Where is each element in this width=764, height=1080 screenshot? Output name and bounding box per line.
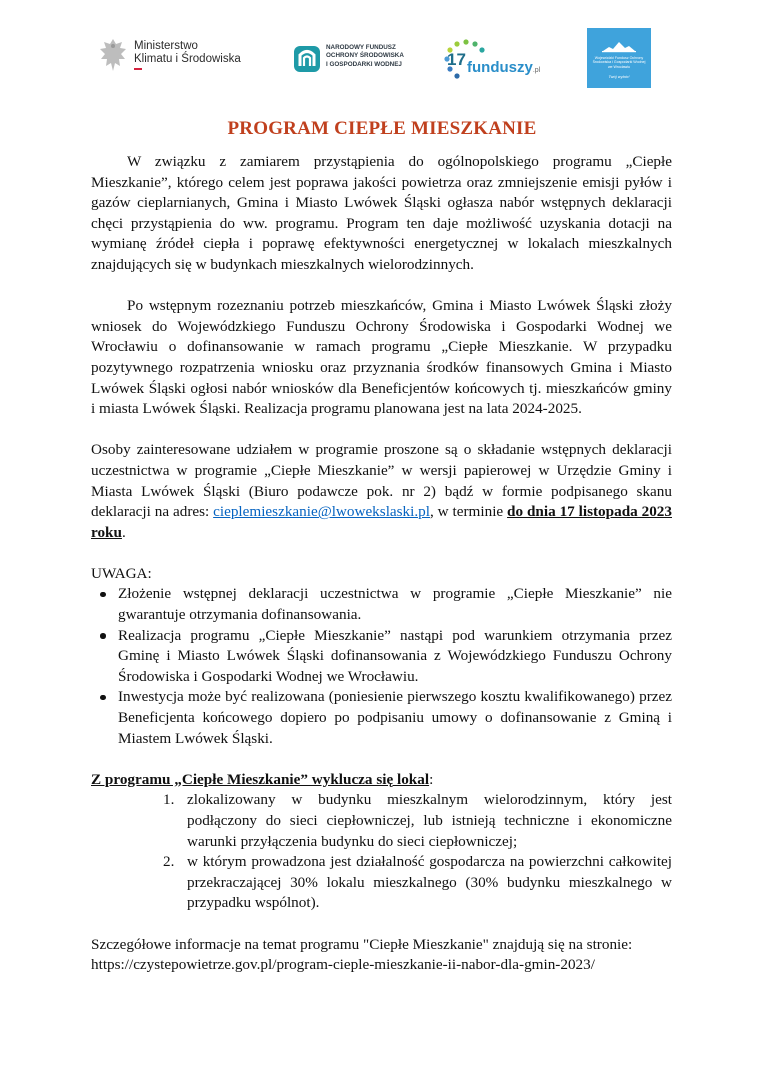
list-item <box>91 790 672 852</box>
funduszy-suffix: .pl <box>532 67 541 74</box>
exclusions-heading-colon: : <box>429 770 434 788</box>
bullet-icon <box>100 695 106 701</box>
paragraph-intro: W związku z zamiarem przystąpienia do ogólnopolskiego programu „Ciepłe Mieszkanie”, którego celem jest poprawa jakości powietrza oraz zmniejszenie emisji pyłów i gazów cieplarnianych, Gmina i Miasto Lwówek Śląski ogłasza nabór wstępnych deklaracji chęci przystąpienia do ww. programu. Program ten daje możliwość uzyskania dotacji na wymianę źródeł ciepła i poprawę efektywności energetycznej w lokalach mieszkalnych znajdujących się w budynkach mieszkalnych wielorodzinnych. <box>91 153 672 273</box>
ministry-name-line2: Klimatu i Środowiska <box>134 53 241 65</box>
exclusions-heading <box>91 770 672 791</box>
deadline-text: do dnia 17 listopada 2023 roku <box>91 503 672 541</box>
list-item-number: 2. <box>163 853 175 871</box>
bullet-icon <box>100 592 106 598</box>
list-item <box>91 687 672 749</box>
paragraph-application: Po wstępnym rozeznaniu potrzeb mieszkańców, Gmina i Miasto Lwówek Śląski złoży wniosek do Wojewódzkiego Funduszu Ochrony Środowiska i Gospodarki Wodnej we Wrocławiu o dofinansowanie w ramach programu „Ciepłe Mieszkanie. W przypadku pozytywnego rozpatrzenia wniosku oraz przyznania środków finansowych Gmina i Miasto Lwówek Śląski ogłosi nabór wniosków dla Beneficjentów końcowych tj. mieszkańców gminy i miasta Lwówek Śląski. Realizacja programu planowana jest na lata 2024-2025. <box>91 297 672 418</box>
spacer <box>91 276 672 297</box>
list-item-text: Złożenie wstępnej deklaracji uczestnictwa w programie „Ciepłe Mieszkanie” nie gwarantuje otrzymania dofinansowania. <box>118 585 672 624</box>
nfosigw-line1: NARODOWY FUNDUSZ <box>326 44 396 51</box>
list-item-text: Realizacja programu „Ciepłe Mieszkanie” nastąpi pod warunkiem otrzymania przez Gminę i Miasto Lwówek Śląski dofinansowania z Wojewódzkiego Funduszu Ochrony Środowiska i Gospodarki Wodnej we Wrocławiu. <box>118 626 672 685</box>
nfosigw-logo <box>292 40 412 80</box>
nfosigw-line2: OCHRONY ŚRODOWISKA <box>326 52 404 60</box>
list-item-text: Inwestycja może być realizowana (poniesienie pierwszego kosztu kwalifikowanego) przez Beneficjenta końcowego dopiero po podpisaniu umowy o dofinansowanie z Gminą i Miastem Lwówek Śląski. <box>118 688 672 747</box>
funduszy-logo <box>444 38 540 82</box>
ministry-name-line1: Ministerstwo <box>134 40 198 52</box>
paragraph-declarations <box>91 440 672 543</box>
nfosigw-line3: I GOSPODARKI WODNEJ <box>326 60 402 68</box>
list-item <box>91 626 672 688</box>
funduszy-number: 17 <box>447 50 466 69</box>
ministry-logo <box>98 34 248 80</box>
ministry-accent-bar <box>134 68 142 70</box>
footer-info: Szczegółowe informacje na temat programu "Ciepłe Mieszkanie" znajdują się na stronie: <box>91 935 633 953</box>
spacer <box>91 914 672 935</box>
list-item-text: w którym prowadzona jest działalność gospodarcza na powierzchni całkowitej przekraczającej 30% lokalu mieszkalnego (30% budynku mieszkalnego w przypadku wspólnot). <box>187 853 672 912</box>
declarations-text-middle: , w terminie <box>430 503 508 521</box>
nfosigw-mark-icon <box>292 44 322 74</box>
list-item-number: 1. <box>163 791 175 809</box>
spacer <box>91 420 672 441</box>
warning-list <box>91 584 672 749</box>
ministry-name <box>134 40 241 66</box>
program-url[interactable]: https://czystepowietrze.gov.pl/program-cieple-mieszkanie-ii-nabor-dla-gmin-2023/ <box>91 956 595 974</box>
house-skyline-icon <box>601 39 637 53</box>
list-item <box>91 584 672 625</box>
bullet-icon <box>100 633 106 639</box>
nfosigw-name <box>326 44 404 69</box>
declarations-text: Osoby zainteresowane udziałem w programie proszone są o składanie wstępnych deklaracji uczestnictwa w programie „Ciepłe Mieszkanie” w wersji papierowej w Urzędzie Gminy i Miasta Lwówek Śląski (Biuro podawcze pok. nr 2) bądź w formie podpisanego skanu deklaracji na adres: <box>91 441 672 521</box>
wfosigw-slogan: Twój wybór! <box>608 74 630 79</box>
list-item <box>91 852 672 914</box>
logo-bar <box>0 28 764 88</box>
list-item-text: zlokalizowany w budynku mieszkalnym wielorodzinnym, który jest podłączony do sieci ciepłowniczej, lub istnieją techniczne i ekonomiczne warunki przyłączenia budynku do sieci ciepłowniczej; <box>187 791 672 850</box>
spacer <box>91 543 672 564</box>
funduszy-wordmark <box>467 59 540 76</box>
wfosigw-logo <box>587 28 651 88</box>
wfosigw-name: Wojewódzki Fundusz Ochrony Środowiska i Gospodarki Wodnej we Wrocławiu <box>592 56 646 69</box>
exclusions-heading-text: Z programu „Ciepłe Mieszkanie” wyklucza się lokal <box>91 770 430 788</box>
document-body <box>91 152 672 976</box>
page-title: PROGRAM CIEPŁE MIESZKANIE <box>227 118 537 139</box>
eagle-emblem-icon <box>98 36 128 74</box>
spacer <box>91 749 672 770</box>
email-link[interactable]: cieplemieszkanie@lwowekslaski.pl <box>213 503 430 521</box>
exclusions-list <box>91 790 672 914</box>
funduszy-word: funduszy <box>467 59 533 76</box>
declarations-text-end: . <box>121 523 126 541</box>
warning-label: UWAGA: <box>91 564 152 582</box>
